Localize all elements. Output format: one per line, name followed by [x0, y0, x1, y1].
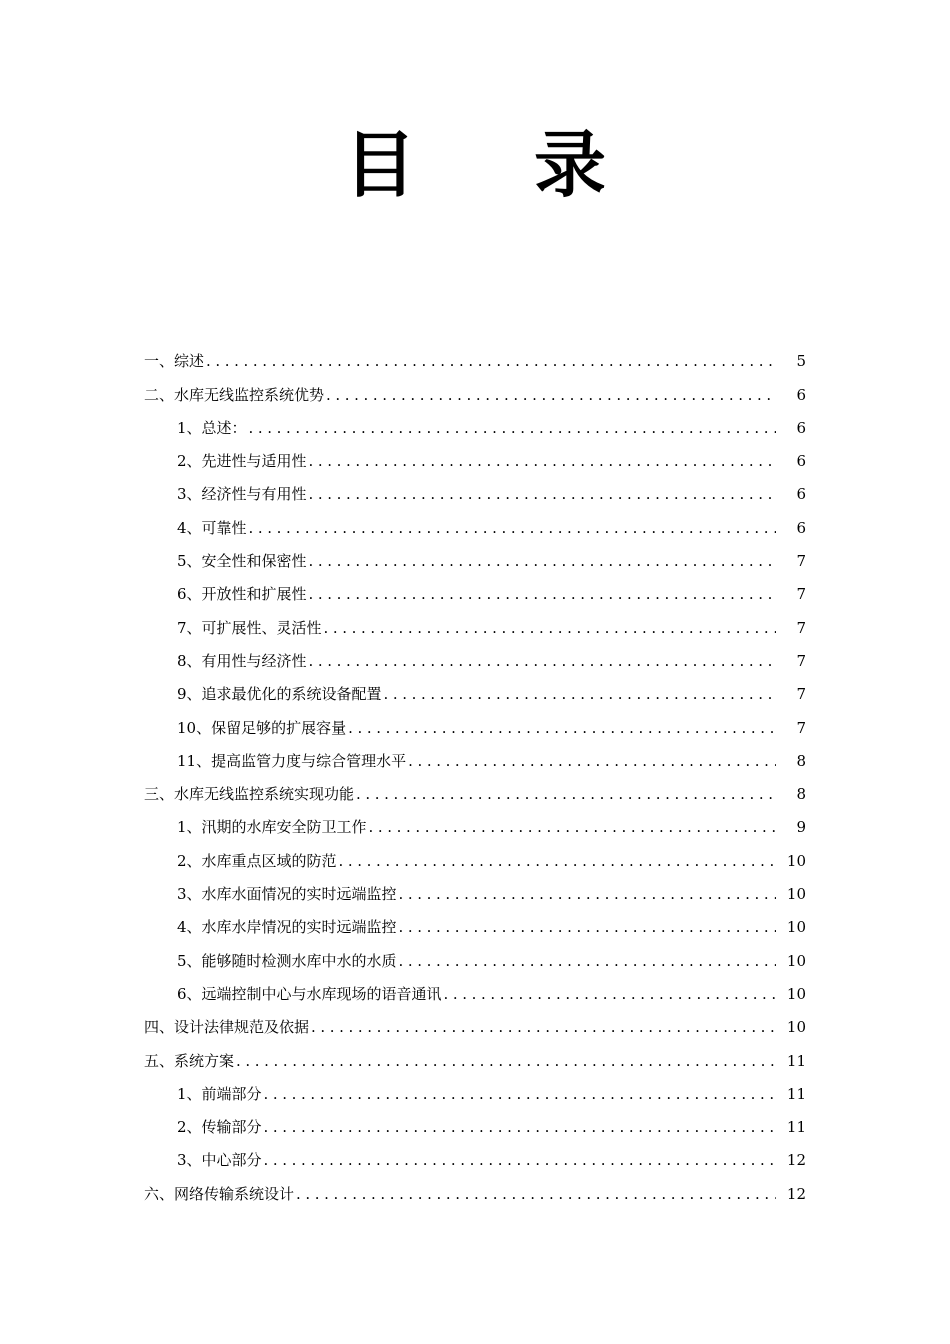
toc-entry-label: 6、远端控制中心与水库现场的语音通讯: [177, 984, 442, 1003]
toc-entry-page-number: 7: [796, 651, 806, 670]
toc-entry-page-number: 7: [796, 585, 806, 604]
toc-entry-label: 三、水库无线监控系统实现功能: [144, 785, 355, 804]
toc-entry[interactable]: [0, 371, 950, 404]
toc-entry[interactable]: [0, 838, 950, 871]
toc-entry[interactable]: [0, 1071, 950, 1104]
toc-entry-label: 9、追求最优化的系统设备配置: [177, 685, 382, 704]
toc-entry-page-number: 10: [786, 851, 806, 870]
toc-dot-leader: [309, 451, 776, 471]
toc-entry[interactable]: [0, 738, 950, 771]
toc-entry[interactable]: [0, 1171, 950, 1204]
toc-entry-label: 3、经济性与有用性: [177, 485, 307, 504]
toc-dot-leader: [399, 884, 776, 904]
toc-entry[interactable]: [0, 904, 950, 937]
toc-dot-leader: [249, 518, 776, 538]
toc-entry[interactable]: [0, 438, 950, 471]
toc-entry-page-number: 6: [796, 452, 806, 471]
toc-entry-page-number: 10: [786, 918, 806, 937]
toc-entry-page-number: 11: [786, 1051, 806, 1070]
page-title: [0, 122, 950, 208]
toc-entry[interactable]: [0, 604, 950, 637]
toc-entry-label: 四、设计法律规范及依据: [144, 1018, 310, 1037]
toc-dot-leader: [369, 817, 776, 837]
title-char-1: 目: [343, 122, 416, 207]
toc-entry[interactable]: [0, 937, 950, 970]
toc-entry[interactable]: [0, 1004, 950, 1037]
toc-entry-label: 1、前端部分: [177, 1084, 262, 1103]
toc-dot-leader: [311, 1017, 776, 1037]
toc-entry[interactable]: [0, 338, 950, 371]
toc-entry[interactable]: [0, 1104, 950, 1137]
toc-dot-leader: [309, 551, 776, 571]
toc-entry-page-number: 11: [786, 1118, 806, 1137]
toc-entry-page-number: 10: [786, 984, 806, 1003]
toc-dot-leader: [264, 1084, 776, 1104]
toc-entry-label: 5、能够随时检测水库中水的水质: [177, 951, 397, 970]
toc-entry-page-number: 7: [796, 618, 806, 637]
toc-dot-leader: [309, 584, 776, 604]
toc-dot-leader: [324, 618, 776, 638]
toc-entry[interactable]: [0, 505, 950, 538]
toc-entry-label: 4、水库水岸情况的实时远端监控: [177, 918, 397, 937]
toc-entry[interactable]: [0, 671, 950, 704]
toc-entry-label: 7、可扩展性、灵活性: [177, 618, 322, 637]
toc-dot-leader: [408, 751, 776, 771]
toc-entry[interactable]: [0, 871, 950, 904]
toc-entry-page-number: 9: [796, 818, 806, 837]
toc-entry-page-number: 8: [796, 751, 806, 770]
toc-entry-page-number: 6: [796, 485, 806, 504]
toc-entry-label: 六、网络传输系统设计: [144, 1184, 295, 1203]
toc-entry-label: 2、先进性与适用性: [177, 452, 307, 471]
toc-entry[interactable]: [0, 804, 950, 837]
toc-entry[interactable]: [0, 1137, 950, 1170]
toc-entry-label: 3、中心部分: [177, 1151, 262, 1170]
toc-entry-page-number: 6: [796, 418, 806, 437]
toc-entry-page-number: 8: [796, 785, 806, 804]
toc-entry-label: 1、汛期的水库安全防卫工作: [177, 818, 367, 837]
toc-entry[interactable]: [0, 771, 950, 804]
toc-dot-leader: [348, 718, 776, 738]
title-char-2: 录: [533, 122, 606, 207]
toc-entry[interactable]: [0, 638, 950, 671]
toc-entry-label: 2、水库重点区域的防范: [177, 851, 337, 870]
toc-entry[interactable]: [0, 1037, 950, 1070]
toc-entry-label: 二、水库无线监控系统优势: [144, 385, 325, 404]
toc-entry-label: 五、系统方案: [144, 1051, 235, 1070]
toc-dot-leader: [264, 1117, 776, 1137]
toc-entry-page-number: 12: [786, 1184, 806, 1203]
toc-entry-page-number: 7: [796, 552, 806, 571]
toc-entry-label: 10、保留足够的扩展容量: [177, 718, 347, 737]
toc-entry-page-number: 11: [786, 1084, 806, 1103]
toc-dot-leader: [309, 651, 776, 671]
toc-dot-leader: [236, 1051, 776, 1071]
toc-entry-page-number: 6: [796, 518, 806, 537]
toc-dot-leader: [296, 1184, 776, 1204]
toc-entry-page-number: 10: [786, 1018, 806, 1037]
toc-entry-page-number: 7: [796, 685, 806, 704]
toc-entry-label: 2、传输部分: [177, 1118, 262, 1137]
toc-entry-label: 11、提高监管力度与综合管理水平: [177, 751, 407, 770]
toc-dot-leader: [384, 684, 776, 704]
toc-dot-leader: [339, 851, 776, 871]
toc-entry-label: 一、综述: [144, 352, 205, 371]
toc-entry[interactable]: [0, 471, 950, 504]
toc-dot-leader: [356, 784, 776, 804]
toc-entry-page-number: 10: [786, 885, 806, 904]
toc-dot-leader: [249, 418, 776, 438]
toc-entry-page-number: 6: [796, 385, 806, 404]
toc-entry[interactable]: [0, 538, 950, 571]
toc-entry-label: 8、有用性与经济性: [177, 651, 307, 670]
toc-entry-page-number: 5: [796, 352, 806, 371]
toc-entry[interactable]: [0, 571, 950, 604]
toc-entry[interactable]: [0, 971, 950, 1004]
toc-dot-leader: [309, 484, 776, 504]
toc-entry-page-number: 12: [786, 1151, 806, 1170]
toc-entry-label: 6、开放性和扩展性: [177, 585, 307, 604]
toc-entry-label: 5、安全性和保密性: [177, 552, 307, 571]
toc-entry-label: 4、可靠性: [177, 518, 247, 537]
toc-entry-label: 1、总述：: [177, 418, 247, 437]
toc-dot-leader: [264, 1150, 776, 1170]
toc-entry[interactable]: [0, 704, 950, 737]
toc-dot-leader: [399, 917, 776, 937]
toc-entry-label: 3、水库水面情况的实时远端监控: [177, 885, 397, 904]
toc-dot-leader: [206, 351, 776, 371]
toc-dot-leader: [326, 385, 776, 405]
toc-entry[interactable]: [0, 405, 950, 438]
toc-dot-leader: [444, 984, 776, 1004]
toc-entry-page-number: 10: [786, 951, 806, 970]
toc-entry-page-number: 7: [796, 718, 806, 737]
toc-dot-leader: [399, 951, 776, 971]
